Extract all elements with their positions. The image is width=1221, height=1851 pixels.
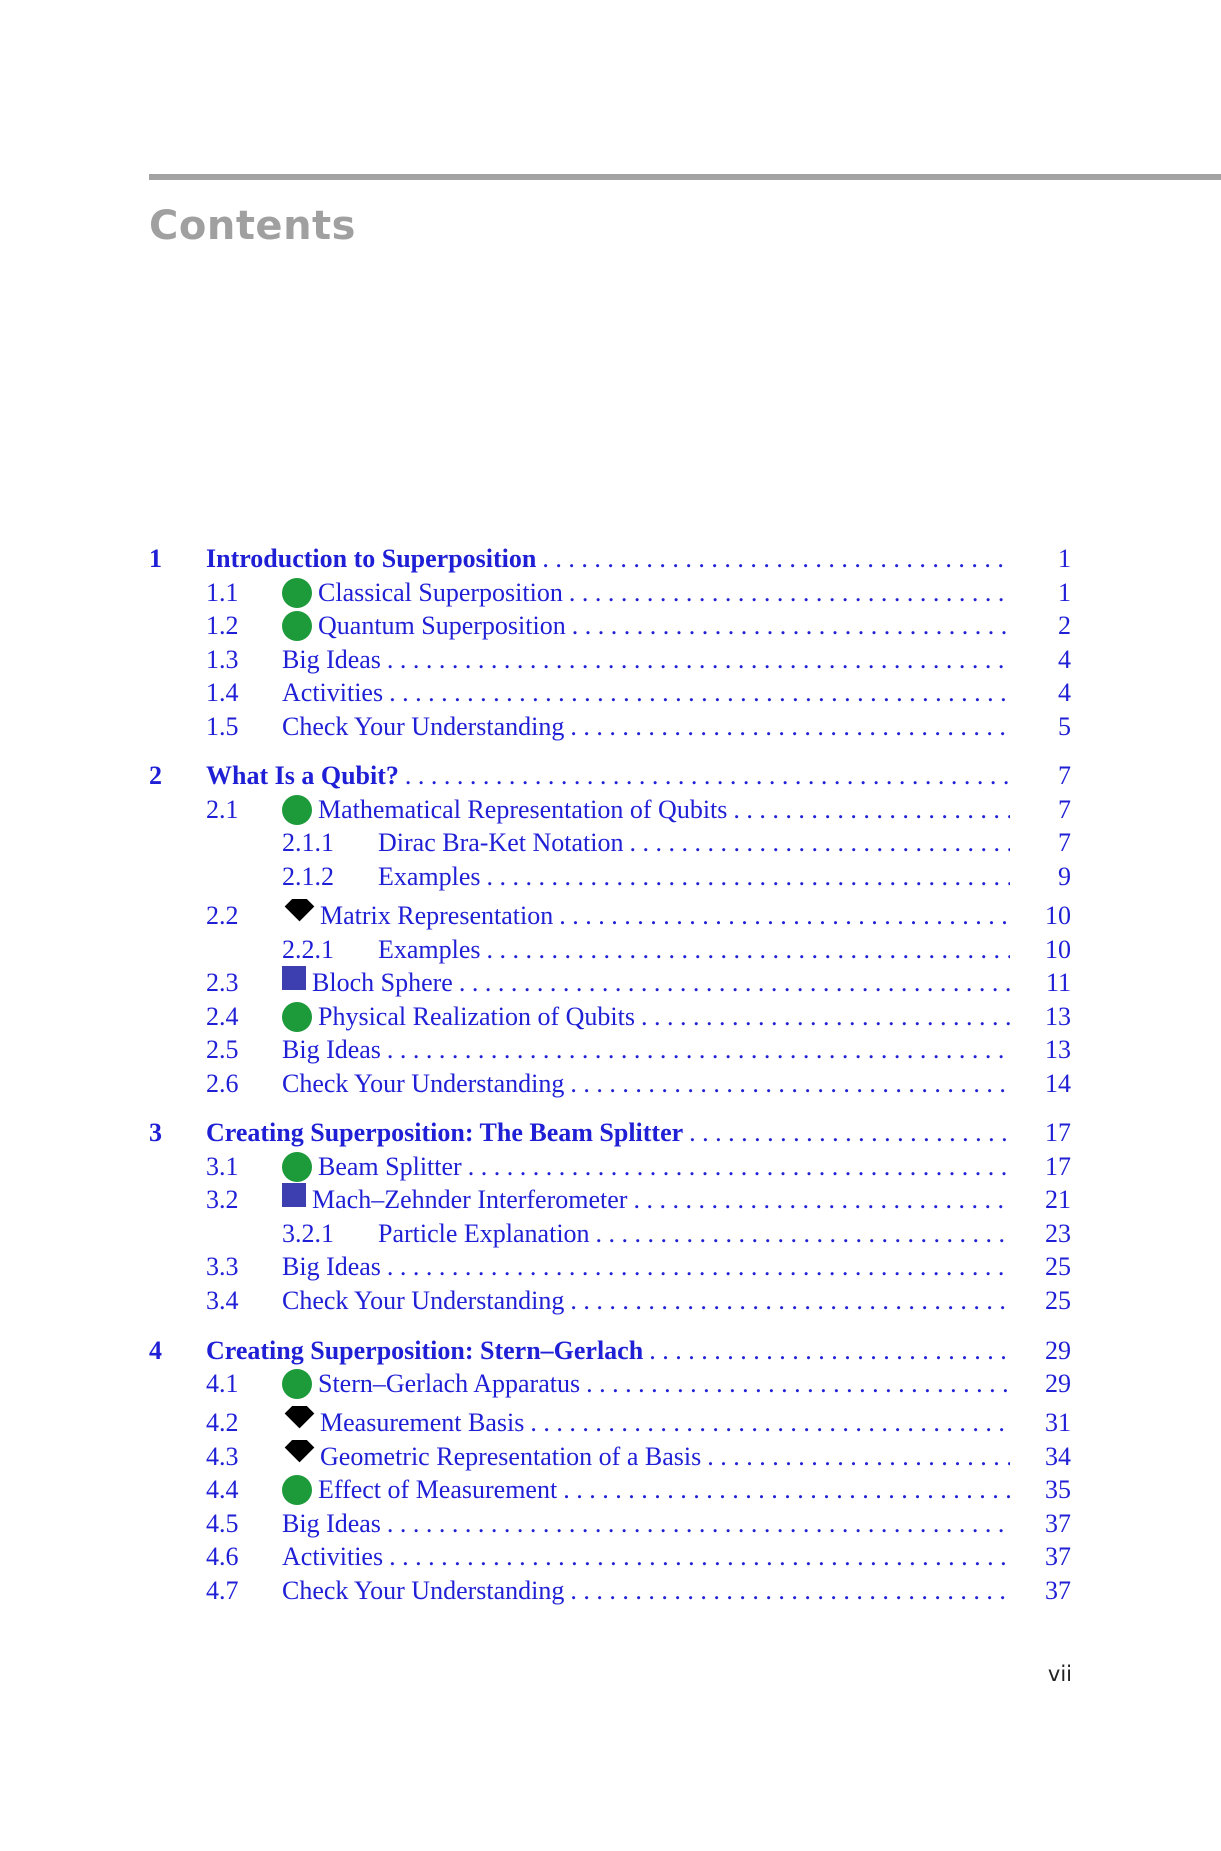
entry-number: 2.4 — [206, 1002, 239, 1031]
entry-number: 1.3 — [206, 645, 239, 674]
entry-number: 2.6 — [206, 1069, 239, 1098]
entry-line — [282, 1440, 1010, 1474]
entry-number: 3.2 — [206, 1185, 239, 1214]
entry-page-number: 4 — [1058, 645, 1071, 674]
entry-line — [282, 643, 1010, 677]
toc-section-entry[interactable] — [0, 933, 1221, 967]
dot-leader — [649, 1334, 1010, 1368]
toc-section-entry[interactable] — [0, 1150, 1221, 1184]
entry-number: 3.1 — [206, 1152, 239, 1181]
entry-number: 1 — [149, 544, 162, 573]
entry-page-number: 10 — [1045, 901, 1071, 930]
toc-section-entry[interactable] — [0, 676, 1221, 710]
header-rule — [149, 174, 1221, 180]
entry-line — [282, 1250, 1010, 1284]
entry-line — [282, 1367, 1010, 1401]
entry-line — [206, 1334, 1010, 1368]
entry-number: 4.1 — [206, 1369, 239, 1398]
entry-line — [282, 1540, 1010, 1574]
dot-leader — [530, 1406, 1010, 1440]
entry-title[interactable]: Examples — [378, 862, 481, 891]
square-icon — [282, 966, 306, 990]
entry-number: 2.3 — [206, 968, 239, 997]
circle-icon — [282, 578, 312, 608]
entry-number: 4.2 — [206, 1408, 239, 1437]
entry-title[interactable]: Check Your Understanding — [282, 1576, 565, 1605]
entry-page-number: 23 — [1045, 1219, 1071, 1248]
entry-page-number: 37 — [1045, 1509, 1071, 1538]
entry-page-number: 37 — [1045, 1542, 1071, 1571]
entry-line — [206, 542, 1010, 576]
entry-title[interactable]: Stern–Gerlach Apparatus — [318, 1369, 581, 1398]
dot-leader — [405, 759, 1010, 793]
entry-line — [282, 1033, 1010, 1067]
entry-title[interactable]: Big Ideas — [282, 1509, 381, 1538]
dot-leader — [387, 1033, 1010, 1067]
entry-line — [282, 710, 1010, 744]
toc-section-entry[interactable] — [0, 1540, 1221, 1574]
entry-line — [378, 933, 1010, 967]
entry-number: 4.7 — [206, 1576, 239, 1605]
dot-leader — [641, 1000, 1010, 1034]
toc-section-entry[interactable] — [0, 1183, 1221, 1217]
toc-chapter-entry[interactable] — [0, 1116, 1221, 1150]
dot-leader — [596, 1217, 1010, 1251]
dot-leader — [387, 643, 1010, 677]
circle-icon — [282, 611, 312, 641]
entry-line — [282, 1000, 1010, 1034]
entry-number: 1.5 — [206, 712, 239, 741]
entry-number: 4 — [149, 1336, 162, 1365]
entry-line — [282, 609, 1010, 643]
entry-page-number: 5 — [1058, 712, 1071, 741]
entry-title[interactable]: Matrix Representation — [320, 901, 554, 930]
entry-number: 2 — [149, 761, 162, 790]
entry-title[interactable]: Mathematical Representation of Qubits — [318, 795, 728, 824]
entry-title[interactable]: Measurement Basis — [320, 1408, 525, 1437]
toc-section-entry[interactable] — [0, 899, 1221, 933]
dot-leader — [733, 793, 1010, 827]
entry-number: 4.5 — [206, 1509, 239, 1538]
entry-page-number: 17 — [1045, 1118, 1071, 1147]
dot-leader — [487, 860, 1010, 894]
entry-page-number: 9 — [1058, 862, 1071, 891]
dot-leader — [387, 1250, 1010, 1284]
entry-page-number: 11 — [1045, 968, 1071, 997]
entry-number: 2.2 — [206, 901, 239, 930]
entry-page-number: 29 — [1045, 1369, 1071, 1398]
entry-page-number: 1 — [1058, 544, 1071, 573]
entry-title[interactable]: Check Your Understanding — [282, 1069, 565, 1098]
toc-section-entry[interactable] — [0, 1033, 1221, 1067]
entry-number: 1.1 — [206, 578, 239, 607]
dot-leader — [459, 966, 1010, 1000]
entry-line — [282, 793, 1010, 827]
entry-line — [282, 576, 1010, 610]
dot-leader — [689, 1116, 1010, 1150]
toc-section-entry[interactable] — [0, 793, 1221, 827]
entry-number: 1.4 — [206, 678, 239, 707]
toc-section-entry[interactable] — [0, 1473, 1221, 1507]
toc-section-entry[interactable] — [0, 1067, 1221, 1101]
entry-title[interactable]: Big Ideas — [282, 645, 381, 674]
dot-leader — [629, 826, 1010, 860]
toc-section-entry[interactable] — [0, 966, 1221, 1000]
entry-title[interactable]: Mach–Zehnder Interferometer — [312, 1185, 628, 1214]
entry-page-number: 14 — [1045, 1069, 1071, 1098]
entry-line — [282, 1183, 1010, 1217]
entry-title[interactable]: Dirac Bra-Ket Notation — [378, 828, 624, 857]
entry-title[interactable]: Classical Superposition — [318, 578, 563, 607]
entry-line — [378, 1217, 1010, 1251]
dot-leader — [586, 1367, 1010, 1401]
entry-page-number: 34 — [1045, 1442, 1071, 1471]
dot-leader — [633, 1183, 1010, 1217]
dot-leader — [487, 933, 1010, 967]
toc-chapter-entry[interactable] — [0, 759, 1221, 793]
entry-page-number: 7 — [1058, 795, 1071, 824]
toc-section-entry[interactable] — [0, 1250, 1221, 1284]
entry-line — [378, 826, 1010, 860]
circle-icon — [282, 1002, 312, 1032]
page-number: vii — [1047, 1662, 1072, 1686]
entry-page-number: 1 — [1058, 578, 1071, 607]
entry-page-number: 7 — [1058, 761, 1071, 790]
toc-section-entry[interactable] — [0, 1000, 1221, 1034]
entry-number: 4.4 — [206, 1475, 239, 1504]
entry-page-number: 21 — [1045, 1185, 1071, 1214]
entry-page-number: 31 — [1045, 1408, 1071, 1437]
entry-line — [206, 759, 1010, 793]
toc-section-entry[interactable] — [0, 1367, 1221, 1401]
dot-leader — [542, 542, 1010, 576]
entry-number: 3.4 — [206, 1286, 239, 1315]
dot-leader — [570, 1574, 1010, 1608]
entry-line — [282, 676, 1010, 710]
toc-section-entry[interactable] — [0, 710, 1221, 744]
dot-leader — [468, 1150, 1010, 1184]
entry-number: 4.3 — [206, 1442, 239, 1471]
entry-page-number: 2 — [1058, 611, 1071, 640]
dot-leader — [559, 899, 1010, 933]
entry-title[interactable]: Big Ideas — [282, 1035, 381, 1064]
toc-section-entry[interactable] — [0, 1284, 1221, 1318]
entry-number: 3.2.1 — [282, 1219, 334, 1248]
circle-icon — [282, 1369, 312, 1399]
entry-page-number: 37 — [1045, 1576, 1071, 1605]
entry-title[interactable]: Quantum Superposition — [318, 611, 566, 640]
diamond-icon — [285, 899, 315, 921]
circle-icon — [282, 795, 312, 825]
toc-section-entry[interactable] — [0, 643, 1221, 677]
entry-title[interactable]: Introduction to Superposition — [206, 544, 537, 573]
dot-leader — [387, 1507, 1010, 1541]
dot-leader — [570, 1067, 1010, 1101]
entry-page-number: 7 — [1058, 828, 1071, 857]
entry-page-number: 4 — [1058, 678, 1071, 707]
entry-title[interactable]: Big Ideas — [282, 1252, 381, 1281]
entry-title[interactable]: Physical Realization of Qubits — [318, 1002, 636, 1031]
toc-section-entry[interactable] — [0, 1217, 1221, 1251]
page-title: Contents — [149, 203, 356, 249]
entry-page-number: 29 — [1045, 1336, 1071, 1365]
toc-section-entry[interactable] — [0, 609, 1221, 643]
toc-section-entry[interactable] — [0, 1406, 1221, 1440]
toc-section-entry[interactable] — [0, 1440, 1221, 1474]
diamond-icon — [285, 1440, 315, 1462]
entry-title[interactable]: Effect of Measurement — [318, 1475, 558, 1504]
entry-title[interactable]: Particle Explanation — [378, 1219, 590, 1248]
entry-line — [282, 899, 1010, 933]
toc-section-entry[interactable] — [0, 576, 1221, 610]
entry-line — [282, 966, 1010, 1000]
dot-leader — [572, 609, 1010, 643]
circle-icon — [282, 1152, 312, 1182]
entry-number: 2.1.1 — [282, 828, 334, 857]
entry-number: 2.1 — [206, 795, 239, 824]
entry-line — [282, 1284, 1010, 1318]
square-icon — [282, 1183, 306, 1207]
entry-title[interactable]: Check Your Understanding — [282, 712, 565, 741]
toc-section-entry[interactable] — [0, 1507, 1221, 1541]
dot-leader — [389, 1540, 1010, 1574]
entry-line — [282, 1507, 1010, 1541]
entry-line — [378, 860, 1010, 894]
entry-number: 3 — [149, 1118, 162, 1147]
entry-line — [282, 1473, 1010, 1507]
entry-title[interactable]: What Is a Qubit? — [206, 761, 399, 790]
entry-page-number: 25 — [1045, 1286, 1071, 1315]
entry-title[interactable]: Creating Superposition: Stern–Gerlach — [206, 1336, 644, 1365]
entry-page-number: 13 — [1045, 1002, 1071, 1031]
entry-number: 4.6 — [206, 1542, 239, 1571]
dot-leader — [389, 676, 1010, 710]
entry-number: 2.5 — [206, 1035, 239, 1064]
toc-section-entry[interactable] — [0, 826, 1221, 860]
entry-page-number: 10 — [1045, 935, 1071, 964]
toc-section-entry[interactable] — [0, 1574, 1221, 1608]
dot-leader — [570, 1284, 1010, 1318]
entry-number: 1.2 — [206, 611, 239, 640]
entry-number: 2.2.1 — [282, 935, 334, 964]
dot-leader — [570, 710, 1010, 744]
entry-line — [206, 1116, 1010, 1150]
entry-line — [282, 1067, 1010, 1101]
toc-chapter-entry[interactable] — [0, 1334, 1221, 1368]
dot-leader — [707, 1440, 1010, 1474]
entry-title[interactable]: Check Your Understanding — [282, 1286, 565, 1315]
entry-line — [282, 1150, 1010, 1184]
dot-leader — [569, 576, 1010, 610]
entry-title[interactable]: Bloch Sphere — [312, 968, 453, 997]
entry-title[interactable]: Activities — [282, 678, 384, 707]
toc-chapter-entry[interactable] — [0, 542, 1221, 576]
diamond-icon — [285, 1406, 315, 1428]
entry-title[interactable]: Geometric Representation of a Basis — [320, 1442, 702, 1471]
circle-icon — [282, 1475, 312, 1505]
entry-page-number: 25 — [1045, 1252, 1071, 1281]
entry-number: 3.3 — [206, 1252, 239, 1281]
entry-page-number: 13 — [1045, 1035, 1071, 1064]
entry-line — [282, 1574, 1010, 1608]
entry-page-number: 17 — [1045, 1152, 1071, 1181]
entry-number: 2.1.2 — [282, 862, 334, 891]
toc-section-entry[interactable] — [0, 860, 1221, 894]
entry-title[interactable]: Activities — [282, 1542, 384, 1571]
entry-title[interactable]: Beam Splitter — [318, 1152, 462, 1181]
entry-page-number: 35 — [1045, 1475, 1071, 1504]
dot-leader — [563, 1473, 1010, 1507]
entry-title[interactable]: Examples — [378, 935, 481, 964]
entry-line — [282, 1406, 1010, 1440]
entry-title[interactable]: Creating Superposition: The Beam Splitter — [206, 1118, 684, 1147]
